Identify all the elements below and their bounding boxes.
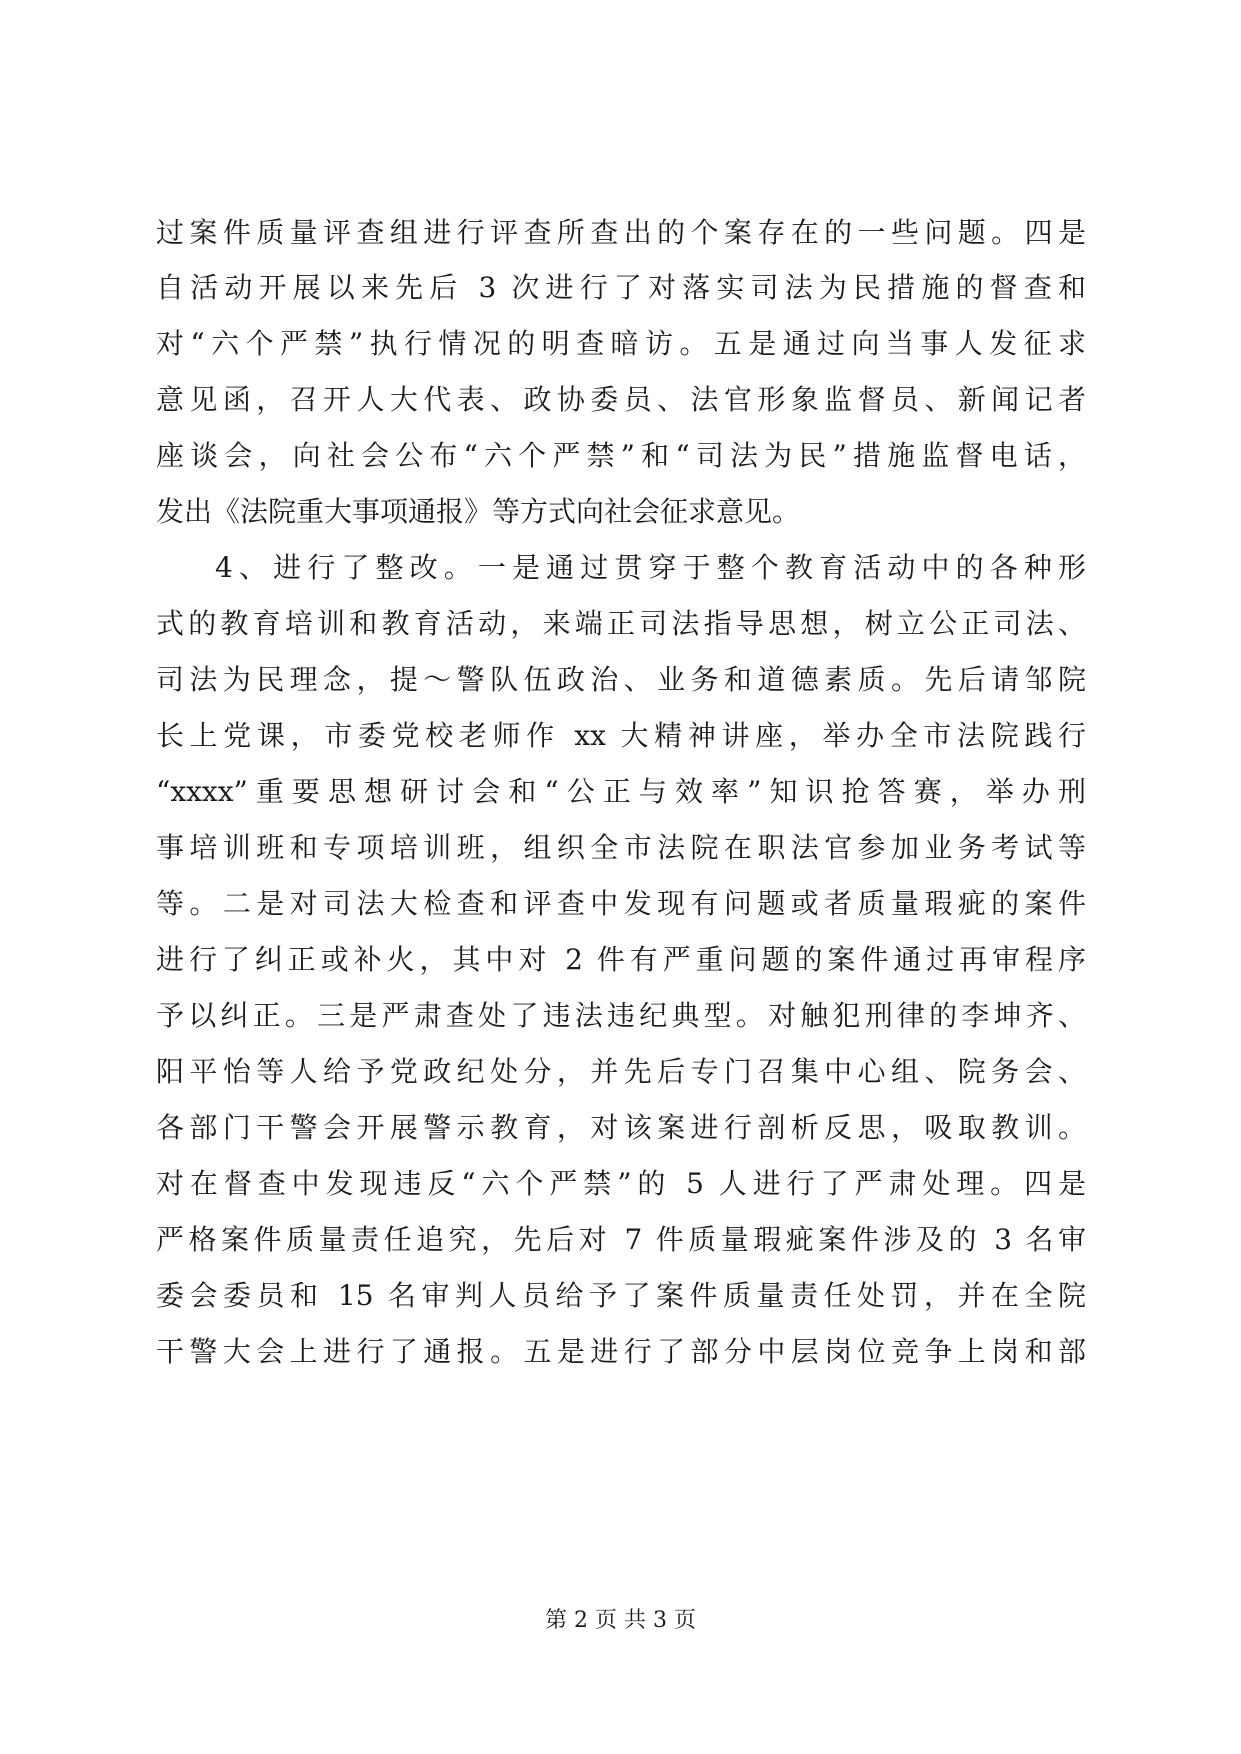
text-line: 对“六个严禁”执行情况的明查暗访。五是通过向当事人发征求 <box>156 327 1086 360</box>
paragraph-start-line: 4、进行了整改。一是通过贯穿于整个教育活动中的各种形 <box>215 551 1086 584</box>
text-line: 阳平怡等人给予党政纪处分，并先后专门召集中心组、院务会、 <box>156 1055 1086 1088</box>
text-line: 意见函，召开人大代表、政协委员、法官形象监督员、新闻记者 <box>156 383 1086 416</box>
text-line: 司法为民理念，提～警队伍政治、业务和道德素质。先后请邹院 <box>156 663 1086 696</box>
text-line: 委会委员和 15 名审判人员给予了案件质量责任处罚，并在全院 <box>156 1279 1086 1312</box>
text-line: 进行了纠正或补火，其中对 2 件有严重问题的案件通过再审程序 <box>156 943 1086 976</box>
text-line: 各部门干警会开展警示教育，对该案进行剖析反思，吸取教训。 <box>156 1111 1086 1144</box>
text-line: 等。二是对司法大检查和评查中发现有问题或者质量瑕疵的案件 <box>156 887 1086 920</box>
text-line: 式的教育培训和教育活动，来端正司法指导思想，树立公正司法、 <box>156 607 1086 640</box>
text-line: 座谈会，向社会公布“六个严禁”和“司法为民”措施监督电话， <box>156 439 1086 472</box>
text-line: 自活动开展以来先后 3 次进行了对落实司法为民措施的督查和 <box>156 271 1086 304</box>
text-line: 事培训班和专项培训班，组织全市法院在职法官参加业务考试等 <box>156 831 1086 864</box>
text-line: 长上党课，市委党校老师作 xx 大精神讲座，举办全市法院践行 <box>156 719 1086 752</box>
text-line: 予以纠正。三是严肃查处了违法违纪典型。对触犯刑律的李坤齐、 <box>156 999 1086 1032</box>
text-line: 对在督查中发现违反“六个严禁”的 5 人进行了严肃处理。四是 <box>156 1167 1086 1200</box>
text-line: “xxxx”重要思想研讨会和“公正与效率”知识抢答赛，举办刑 <box>156 775 1086 808</box>
text-line: 发出《法院重大事项通报》等方式向社会征求意见。 <box>156 495 801 528</box>
text-line: 严格案件质量责任追究，先后对 7 件质量瑕疵案件涉及的 3 名审 <box>156 1223 1086 1256</box>
text-line: 过案件质量评查组进行评查所查出的个案存在的一些问题。四是 <box>156 216 1086 249</box>
page-number-footer: 第 2 页 共 3 页 <box>545 1608 696 1633</box>
text-line: 干警大会上进行了通报。五是进行了部分中层岗位竞争上岗和部 <box>156 1335 1086 1368</box>
